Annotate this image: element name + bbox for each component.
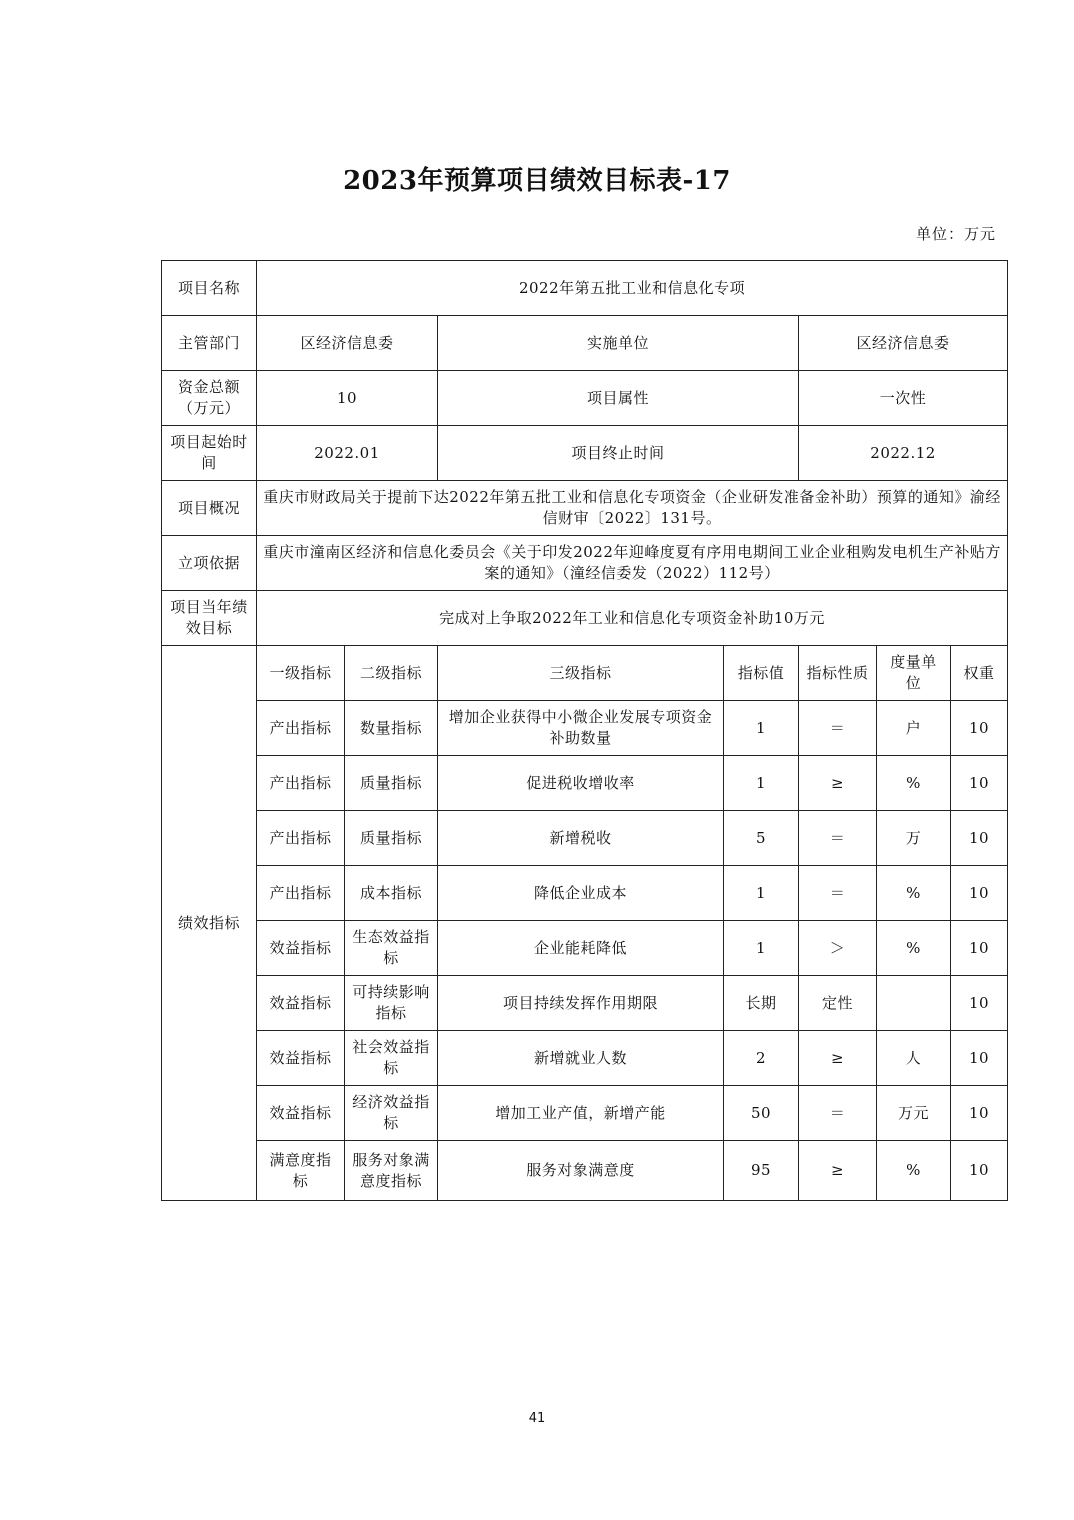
row-overview [162,481,1008,536]
indicator-level1: 产出指标 [257,701,345,756]
header-value: 指标值 [724,646,799,701]
annual-goal-value: 完成对上争取2022年工业和信息化专项资金补助10万元 [257,591,1008,646]
indicator-level3: 项目持续发挥作用期限 [438,976,724,1031]
table-row [162,756,1008,811]
implementer-value: 区经济信息委 [799,316,1008,371]
indicator-weight: 10 [951,1031,1008,1086]
basis-label: 立项依据 [162,536,257,591]
performance-table [161,260,1008,1201]
indicator-level2: 质量指标 [345,756,438,811]
header-level3: 三级指标 [438,646,724,701]
indicator-level2: 可持续影响指标 [345,976,438,1031]
indicator-level1: 产出指标 [257,756,345,811]
indicator-level1: 产出指标 [257,866,345,921]
indicator-level3: 新增税收 [438,811,724,866]
indicator-level3: 新增就业人数 [438,1031,724,1086]
indicator-weight: 10 [951,866,1008,921]
indicator-level3: 增加工业产值，新增产能 [438,1086,724,1141]
start-time-label: 项目起始时间 [162,426,257,481]
total-funds-value: 10 [257,371,438,426]
indicator-level3: 增加企业获得中小微企业发展专项资金补助数量 [438,701,724,756]
header-nature: 指标性质 [799,646,877,701]
indicator-nature: ≥ [799,1031,877,1086]
page-title: 2023年预算项目绩效目标表-17 [343,166,731,196]
indicator-nature: ＝ [799,701,877,756]
indicator-weight: 10 [951,976,1008,1031]
indicator-nature: ＝ [799,866,877,921]
indicator-weight: 10 [951,921,1008,976]
indicator-level2: 社会效益指标 [345,1031,438,1086]
indicator-level1: 效益指标 [257,921,345,976]
indicator-unit: % [877,921,951,976]
indicator-value: 5 [724,811,799,866]
overview-value: 重庆市财政局关于提前下达2022年第五批工业和信息化专项资金（企业研发准备金补助）预算的通知》渝经信财审〔2022〕131号。 [257,481,1008,536]
header-weight: 权重 [951,646,1008,701]
start-time-value: 2022.01 [257,426,438,481]
table-row [162,811,1008,866]
indicator-value: 95 [724,1141,799,1201]
table-row [162,1141,1008,1201]
indicator-level1: 效益指标 [257,1086,345,1141]
indicator-value: 1 [724,756,799,811]
total-funds-label: 资金总额（万元） [162,371,257,426]
indicator-value: 1 [724,921,799,976]
project-name-label: 项目名称 [162,261,257,316]
header-level1: 一级指标 [257,646,345,701]
indicator-unit: 户 [877,701,951,756]
table-row [162,976,1008,1031]
end-time-value: 2022.12 [799,426,1008,481]
attribute-label: 项目属性 [438,371,799,426]
indicator-nature: 定性 [799,976,877,1031]
indicator-level2: 经济效益指标 [345,1086,438,1141]
row-basis [162,536,1008,591]
indicator-nature: ＝ [799,1086,877,1141]
page-number: 41 [528,1411,546,1426]
table-row [162,866,1008,921]
indicator-level2: 成本指标 [345,866,438,921]
table-row [162,701,1008,756]
indicator-level1: 效益指标 [257,976,345,1031]
indicator-unit: 人 [877,1031,951,1086]
implementer-label: 实施单位 [438,316,799,371]
unit-label: 单位：万元 [915,225,996,243]
indicator-level3: 服务对象满意度 [438,1141,724,1201]
end-time-label: 项目终止时间 [438,426,799,481]
indicator-weight: 10 [951,756,1008,811]
indicator-unit: 万元 [877,1086,951,1141]
indicator-weight: 10 [951,1086,1008,1141]
indicator-level1: 效益指标 [257,1031,345,1086]
department-value: 区经济信息委 [257,316,438,371]
header-level2: 二级指标 [345,646,438,701]
indicator-unit [877,976,951,1031]
indicators-label: 绩效指标 [162,646,257,1201]
indicator-unit: % [877,756,951,811]
overview-label: 项目概况 [162,481,257,536]
table-row [162,921,1008,976]
indicator-value: 长期 [724,976,799,1031]
indicator-level1: 满意度指标 [257,1141,345,1201]
indicator-value: 1 [724,866,799,921]
indicator-nature: ≥ [799,756,877,811]
indicator-nature: ＞ [799,921,877,976]
indicator-level2: 服务对象满意度指标 [345,1141,438,1201]
row-annual-goal [162,591,1008,646]
indicator-unit: % [877,1141,951,1201]
indicator-level2: 数量指标 [345,701,438,756]
indicator-level3: 企业能耗降低 [438,921,724,976]
project-name-value: 2022年第五批工业和信息化专项 [257,261,1008,316]
department-label: 主管部门 [162,316,257,371]
indicator-level1: 产出指标 [257,811,345,866]
indicator-header-row [162,646,1008,701]
indicator-value: 1 [724,701,799,756]
indicator-weight: 10 [951,1141,1008,1201]
annual-goal-label: 项目当年绩效目标 [162,591,257,646]
table-row [162,1031,1008,1086]
indicator-level3: 促进税收增收率 [438,756,724,811]
row-project-name [162,261,1008,316]
indicator-level3: 降低企业成本 [438,866,724,921]
indicator-level2: 生态效益指标 [345,921,438,976]
row-department [162,316,1008,371]
indicator-value: 2 [724,1031,799,1086]
indicator-unit: 万 [877,811,951,866]
header-unit: 度量单位 [877,646,951,701]
indicator-value: 50 [724,1086,799,1141]
indicator-nature: ＝ [799,811,877,866]
attribute-value: 一次性 [799,371,1008,426]
row-funds [162,371,1008,426]
row-time [162,426,1008,481]
indicator-nature: ≥ [799,1141,877,1201]
basis-value: 重庆市潼南区经济和信息化委员会《关于印发2022年迎峰度夏有序用电期间工业企业租购发电机生产补贴方案的通知》（潼经信委发（2022）112号） [257,536,1008,591]
table-row [162,1086,1008,1141]
indicator-weight: 10 [951,701,1008,756]
indicator-weight: 10 [951,811,1008,866]
indicator-unit: % [877,866,951,921]
indicator-level2: 质量指标 [345,811,438,866]
